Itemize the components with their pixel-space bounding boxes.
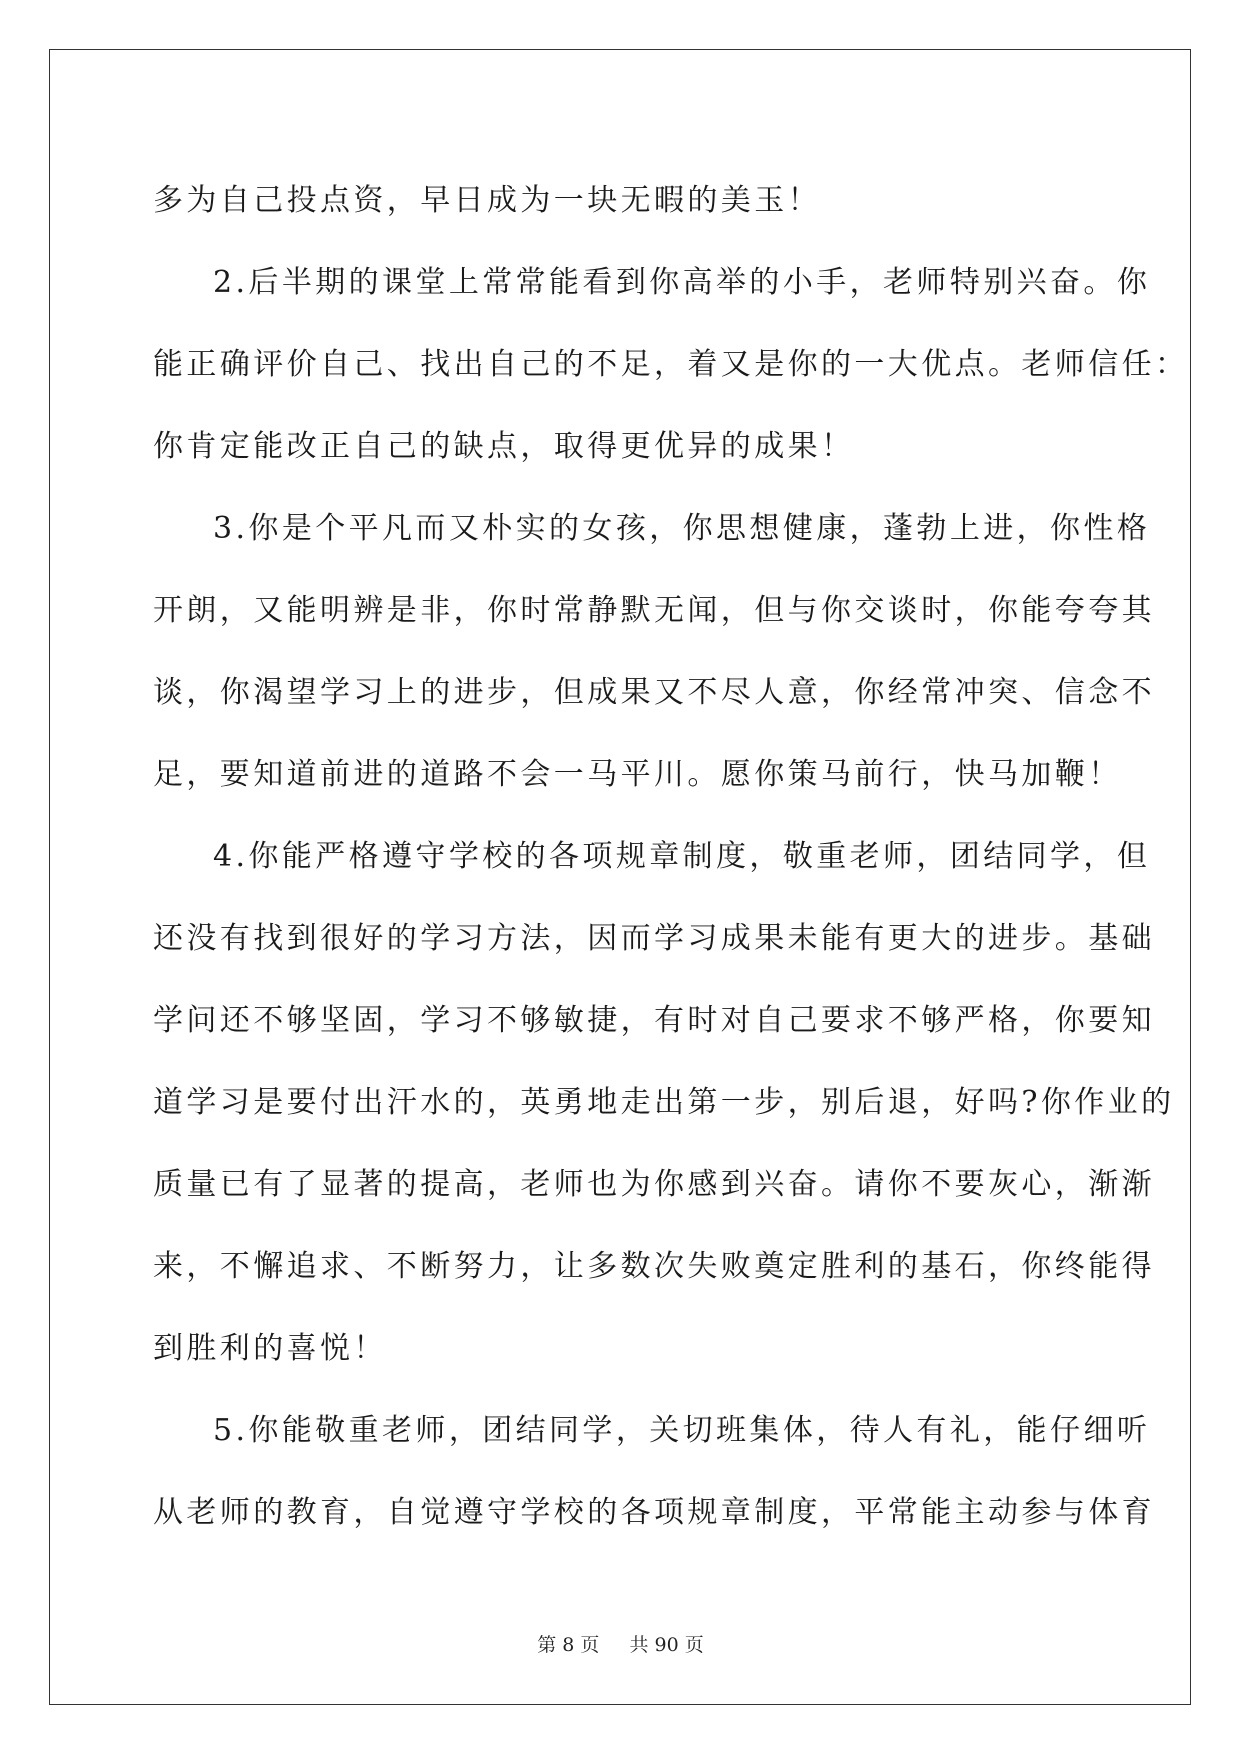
text-line: 学问还不够坚固，学习不够敏捷，有时对自己要求不够严格，你要知 [153,1003,1155,1038]
text-line: 开朗，又能明辨是非，你时常静默无闻，但与你交谈时，你能夸夸其 [153,593,1155,628]
text-line: 5.你能敬重老师，团结同学，关切班集体，待人有礼，能仔细听 [213,1413,1151,1448]
text-line: 多为自己投点资，早日成为一块无暇的美玉！ [153,183,821,218]
text-line: 质量已有了显著的提高，老师也为你感到兴奋。请你不要灰心，渐渐 [153,1167,1155,1202]
page-total: 共 90 页 [629,1634,704,1656]
text-line: 还没有找到很好的学习方法，因而学习成果未能有更大的进步。基础 [153,921,1155,956]
text-line: 4.你能严格遵守学校的各项规章制度，敬重老师，团结同学，但 [213,839,1151,874]
text-line: 谈，你渴望学习上的进步，但成果又不尽人意，你经常冲突、信念不 [153,675,1155,710]
page-number: 第 8 页 [537,1634,600,1656]
page-footer [0,1630,1241,1657]
text-line: 3.你是个平凡而又朴实的女孩，你思想健康，蓬勃上进，你性格 [213,511,1151,546]
text-line: 到胜利的喜悦！ [153,1331,387,1366]
document-body [153,160,1189,1554]
text-line: 2.后半期的课堂上常常能看到你高举的小手，老师特别兴奋。你 [213,265,1151,300]
text-line: 从老师的教育，自觉遵守学校的各项规章制度，平常能主动参与体育 [153,1495,1155,1530]
text-line: 道学习是要付出汗水的，英勇地走出第一步，别后退，好吗?你作业的 [153,1085,1175,1120]
text-line: 能正确评价自己、找出自己的不足，着又是你的一大优点。老师信任： [153,347,1189,382]
text-line: 足，要知道前进的道路不会一马平川。愿你策马前行，快马加鞭！ [153,757,1122,792]
text-line: 来，不懈追求、不断努力，让多数次失败奠定胜利的基石，你终能得 [153,1249,1155,1284]
text-line: 你肯定能改正自己的缺点，取得更优异的成果！ [153,429,855,464]
